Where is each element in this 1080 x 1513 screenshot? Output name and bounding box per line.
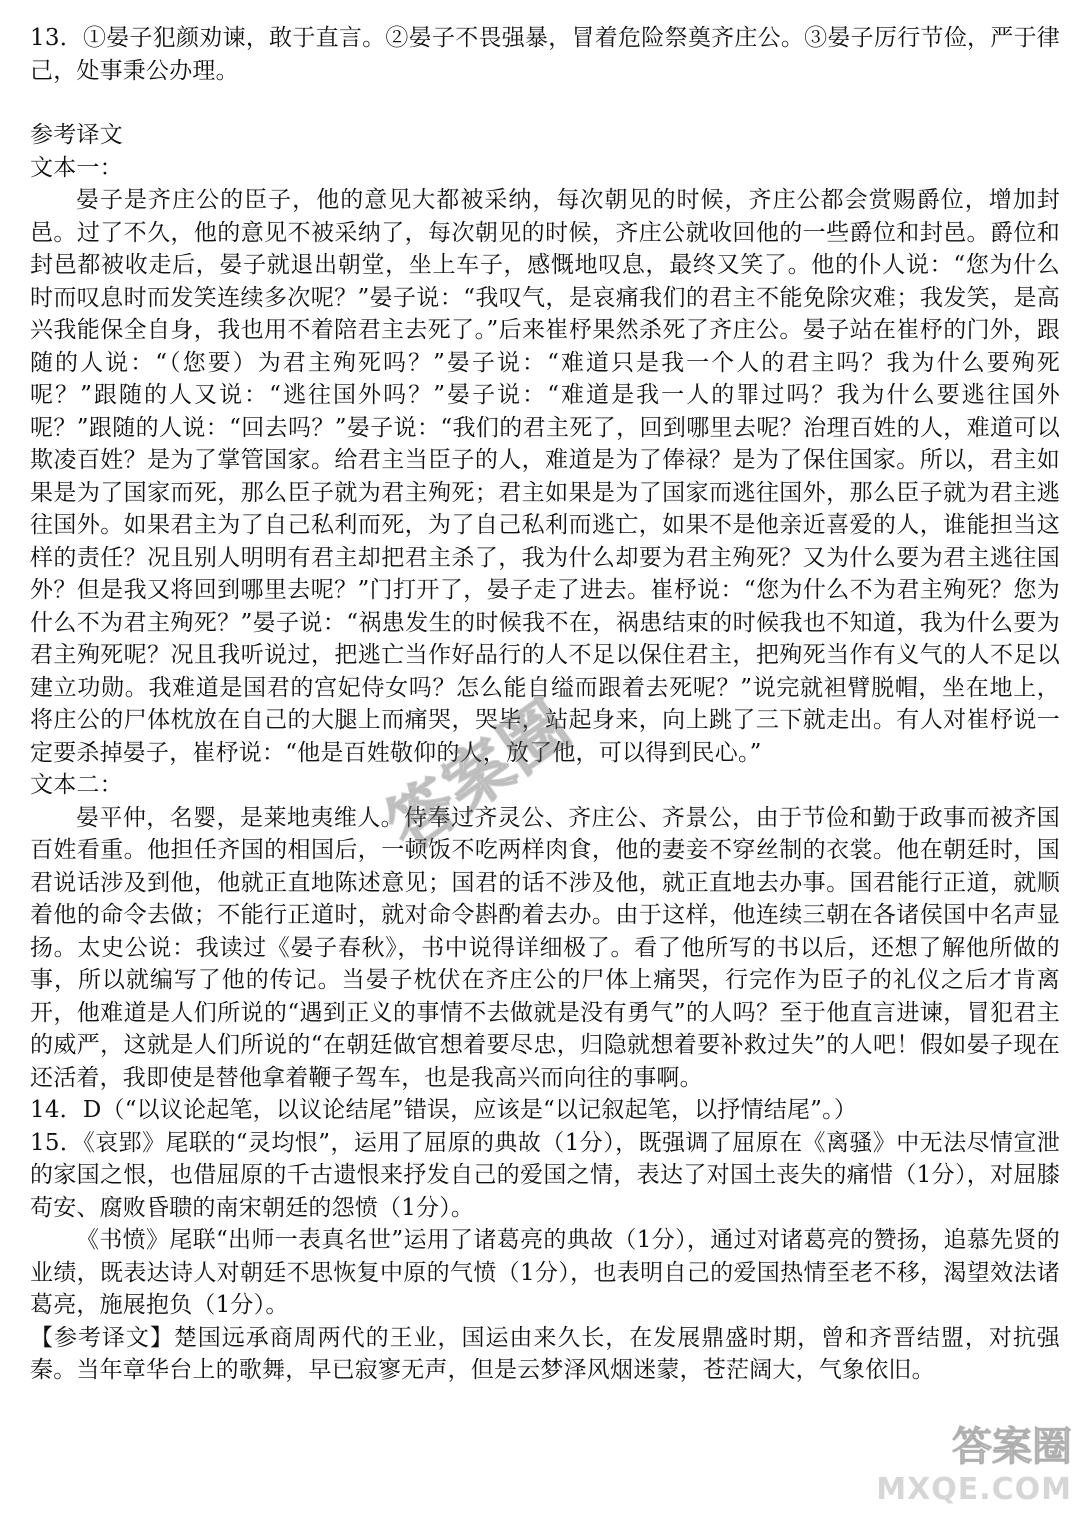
text-one-body: 晏子是齐庄公的臣子，他的意见大都被采纳，每次朝见的时候，齐庄公都会赏赐爵位，增加封邑。过了不久，他的意见不被采纳了，每次朝见的时候，齐庄公就收回他的一些爵位和封邑。爵位和封邑都被收走后，晏子就退出朝堂，坐上车子，感慨地叹息，最终又笑了。他的仆人说：“您为什么时而叹息时而发笑连续多次呢？”晏子说：“我叹气，是哀痛我们的君主不能免除灾难；我发笑，是高兴我能保全自身，我也用不着陪君主去死了。”后来崔杼果然杀死了齐庄公。晏子站在崔杼的门外，跟随的人说：“（您要）为君主殉死吗？”晏子说：“难道只是我一个人的君主吗？我为什么要殉死呢？”跟随的人又说：“逃往国外吗？”晏子说：“难道是我一人的罪过吗？我为什么要逃往国外呢？”跟随的人说：“回去吗？”晏子说：“我们的君主死了，回到哪里去呢？治理百姓的人，难道可以欺凌百姓？是为了掌管国家。给君主当臣子的人，难道是为了俸禄？是为了保住国家。所以，君主如果是为了国家而死，那么臣子就为君主殉死；君主如果是为了国家而逃往国外，那么臣子就为君主逃往国外。如果君主为了自己私利而死，为了自己私利而逃亡，如果不是他亲近喜爱的人，谁能担当这样的责任？况且别人明明有君主却把君主杀了，我为什么却要为君主殉死？又为什么要为君主逃往国外？但是我又将回到哪里去呢？”门打开了，晏子走了进去。崔杼说：“您为什么不为君主殉死？您为什么不为君主殉死？”晏子说：“祸患发生的时候我不在，祸患结束的时候我也不知道，我为什么要为君主殉死呢？况且我听说过，把逃亡当作好品行的人不足以保住君主，把殉死当作有义气的人不足以建立功勋。我难道是国君的宫妃侍女吗？怎么能自缢而跟着去死呢？”说完就袒臂脱帽，坐在地上，将庄公的尸体枕放在自己的大腿上而痛哭，哭毕，站起身来，向上跳了三下就走出。有人对崔杼说一定要杀掉晏子，崔杼说：“他是百姓敬仰的人，放了他，可以得到民心。”: [30, 187, 1060, 766]
answer-15-part-1: 15．《哀郢》尾联的“灵均恨”，运用了屈原的典故（1分），既强调了屈原在《离骚》中无法尽情宣泄的家国之恨，也借屈原的千古遗恨来抒发自己的爱国之情，表达了对国土丧失的痛惜（1分），对屈膝苟安、腐败昏聩的南宋朝廷的怨愤（1分）。: [30, 1129, 1060, 1221]
watermark-logo: 答案圈: [952, 1424, 1072, 1470]
reference-translation-2: 【参考译文】楚国远承商周两代的王业，国运由来久长，在发展鼎盛时期，曾和齐晋结盟，对抗强秦。当年章华台上的歌舞，早已寂寥无声，但是云梦泽风烟迷蒙，苍茫阔大，气象依旧。: [30, 1324, 1060, 1383]
document-page: [30, 22, 1060, 1387]
answer-13: 13．①晏子犯颜劝谏，敢于直言。②晏子不畏强暴，冒着危险祭奠齐庄公。③晏子厉行节俭，严于律己，处事秉公办理。: [30, 25, 1060, 84]
corner-watermark: [876, 1415, 1072, 1507]
reference-translation-title: 参考译文: [30, 122, 123, 148]
spacer: [30, 87, 1060, 119]
text-one-label: 文本一：: [30, 154, 123, 181]
center-watermark: 答案圈: [373, 685, 585, 866]
answer-15-part-2: 《书愤》尾联“出师一表真名世”运用了诸葛亮的典故（1分），通过对诸葛亮的赞扬，追慕先贤的业绩，既表达诗人对朝廷不思恢复中原的气愤（1分），也表明自己的爱国热情至老不移，渴望效法诸葛亮，施展抱负（1分）。: [30, 1227, 1060, 1318]
text-two-body: 晏平仲，名婴，是莱地夷维人。侍奉过齐灵公、齐庄公、齐景公，由于节俭和勤于政事而被齐国百姓看重。他担任齐国的相国后，一顿饭不吃两样肉食，他的妻妾不穿丝制的衣裳。他在朝廷时，国君说话涉及到他，他就正直地陈述意见；国君的话不涉及他，就正直地去办事。国君能行正道，就顺着他的命令去做；不能行正道时，就对命令斟酌着去办。由于这样，他连续三朝在各诸侯国中名声显扬。太史公说：我读过《晏子春秋》，书中说得详细极了。看了他所写的书以后，还想了解他所做的事，所以就编写了他的传记。当晏子枕伏在齐庄公的尸体上痛哭，行完作为臣子的礼仪之后才肯离开，他难道是人们所说的“遇到正义的事情不去做就是没有勇气”的人吗？至于他直言进谏，冒犯君主的威严，这就是人们所说的“在朝廷做官想着要尽忠，归隐就想着要补救过失”的人吧！假如晏子现在还活着，我即使是替他拿着鞭子驾车，也是我高兴而向往的事啊。: [30, 804, 1060, 1091]
watermark-url: MXQE.COM: [876, 1472, 1072, 1507]
text-two-label: 文本二：: [30, 772, 123, 798]
answer-14: 14．D（“以议论起笔，以议论结尾”错误，应该是“以记叙起笔，以抒情结尾”。）: [30, 1097, 858, 1123]
